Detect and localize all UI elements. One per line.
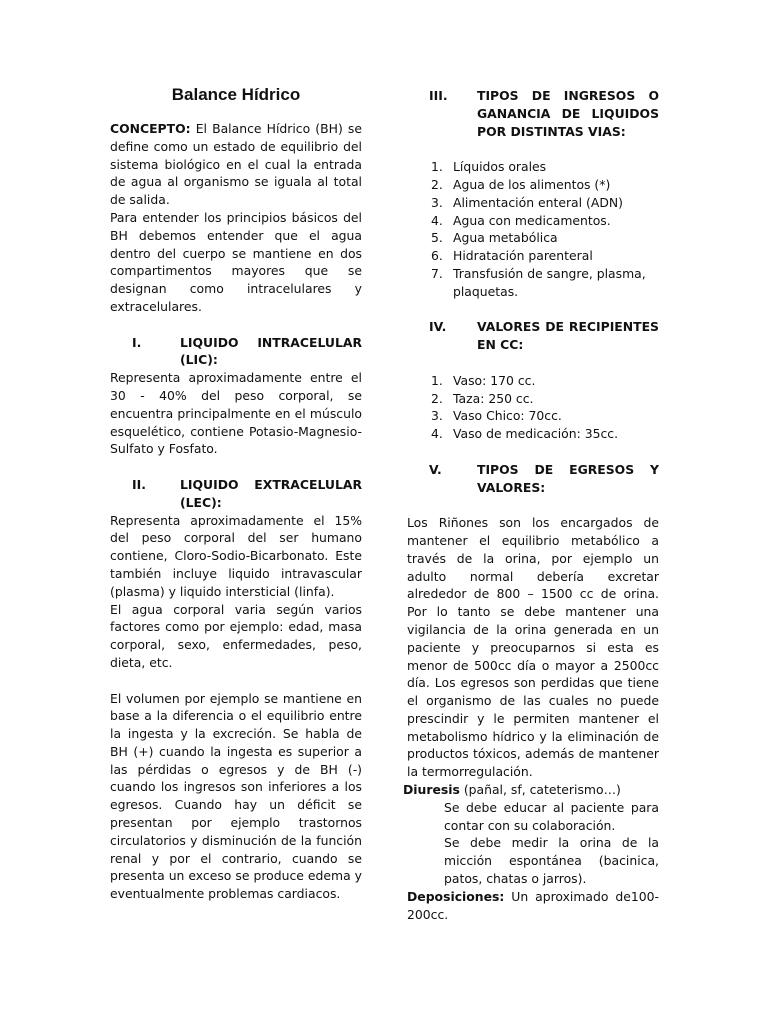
deposiciones-label: Deposiciones:	[407, 888, 505, 904]
section-2-paragraph-2: El agua corporal varia según varios factores como por ejemplo: edad, masa corporal, sexo, enfermedades, peso, dieta, etc.	[110, 601, 362, 670]
diuresis-line	[403, 781, 659, 799]
list-item: 2. Agua de los alimentos (*)	[431, 176, 611, 192]
list-item: 3. Alimentación enteral (ADN)	[431, 194, 623, 210]
section-5-title-line2: VALORES:	[477, 479, 546, 495]
list-item: 1. Vaso: 170 cc.	[431, 372, 536, 388]
egresos-paragraph: Los Riñones son los encargados de mantener el equilibrio metabólico a través de la orina, por ejemplo un adulto normal debería excretar alrededor de 800 – 1500 cc de orina. Por lo tanto se debe mantener una vigilancia de la orina generada en un paciente y preocuparnos si esta es menor de 500cc día o mayor a 2500cc día. Los egresos son perdidas que tiene el organismo de las cuales no puede prescindir y le permiten mantener el metabolismo hídrico y la eliminación de productos tóxicos, además de mantener la termorregulación.	[407, 515, 659, 780]
left-column	[110, 120, 362, 903]
list-item: 4. Vaso de medicación: 35cc.	[431, 426, 619, 442]
list-item: 6. Hidratación parenteral	[431, 248, 593, 264]
list-item: 7. Transfusión de sangre, plasma, plaquetas.	[431, 265, 646, 299]
diuresis-bullet-2: Se debe medir la orina de la micción espontánea (bacinica, patos, chatas o jarros).	[444, 835, 659, 887]
concepto-text: El Balance Hídrico (BH) se define como un estado de equilibrio del sistema biológico en el cual la entrada de agua al organismo se iguala al total de salida.	[110, 121, 362, 208]
section-4-title-line1: VALORES DE RECIPIENTES	[477, 319, 659, 335]
section-4-number: IV.	[429, 319, 447, 335]
volumen-paragraph: El volumen por ejemplo se mantiene en base a la diferencia o el equilibrio entre la ingesta y la excreción. Se habla de BH (+) cuando la ingesta es superior a las pérdidas o egresos y de BH (-) cuando los ingresos son inferiores a los egresos. Cuando hay un déficit se presentan por ejemplo trastornos circulatorios y disminución de la función renal y por el contrario, cuando se presenta un exceso se produce edema y eventualmente problemas cardiacos.	[110, 690, 362, 902]
section-3-number: III.	[429, 88, 448, 103]
right-column	[403, 87, 659, 923]
section-2-paragraph: Representa aproximadamente el 15% del peso corporal del ser humano contiene, Cloro-Sodio-Bicarbonato. Este también incluye liquido intravascular (plasma) y liquido intersticial (linfa).	[110, 512, 362, 599]
list-item: 3. Vaso Chico: 70cc.	[431, 408, 562, 424]
section-4-heading	[407, 318, 659, 354]
section-1-paragraph: Representa aproximadamente entre el 30 - 40% del peso corporal, se encuentra principalmente en el músculo esquelético, contiene Potasio-Magnesio-Sulfato y Fosfato.	[110, 370, 362, 457]
section-1-title-line1: LIQUIDO INTRACELULAR	[180, 334, 362, 350]
recipientes-list	[407, 372, 659, 443]
diuresis-bullet-1: Se debe educar al paciente para contar con su colaboración.	[444, 799, 659, 833]
section-5-title-line1: TIPOS DE EGRESOS Y	[477, 461, 659, 477]
deposiciones-paragraph	[407, 888, 659, 924]
section-2-title-line1: LIQUIDO EXTRACELULAR	[180, 476, 362, 492]
concepto-label: CONCEPTO:	[110, 121, 191, 136]
ingresos-list	[407, 158, 659, 300]
section-3-title-line3: POR DISTINTAS VIAS:	[477, 123, 626, 139]
section-3-title-line2: GANANCIA DE LIQUIDOS	[477, 105, 659, 121]
diuresis-label: Diuresis	[403, 782, 460, 798]
deposiciones-text: Un aproximado de100-200cc.	[407, 888, 659, 922]
section-2-heading	[110, 476, 362, 512]
section-1-title-line2: (LIC):	[180, 352, 218, 368]
list-item: 1. Líquidos orales	[431, 159, 547, 175]
section-5-number: V.	[429, 461, 442, 477]
section-1-heading	[110, 334, 362, 370]
intro-paragraph: Para entender los principios básicos del BH debemos entender que el agua dentro del cuerpo se mantiene en dos compartimentos mayores que se designan como intracelulares y extracelulares.	[110, 209, 362, 314]
list-item: 4. Agua con medicamentos.	[431, 212, 611, 228]
diuresis-text: (pañal, sf, cateterismo…)	[459, 782, 621, 798]
section-1-number: I.	[132, 334, 142, 350]
list-item: 2. Taza: 250 cc.	[431, 390, 534, 406]
concepto-paragraph	[110, 120, 362, 209]
section-3-heading	[407, 87, 659, 140]
section-2-number: II.	[132, 476, 146, 492]
section-2-title-line2: (LEC):	[180, 494, 222, 510]
section-3-title-line1: TIPOS DE INGRESOS O	[477, 88, 659, 103]
page-title: Balance Hídrico	[171, 85, 301, 104]
section-4-title-line2: EN CC:	[477, 337, 524, 353]
list-item: 5. Agua metabólica	[431, 230, 558, 246]
section-5-heading	[407, 461, 659, 497]
